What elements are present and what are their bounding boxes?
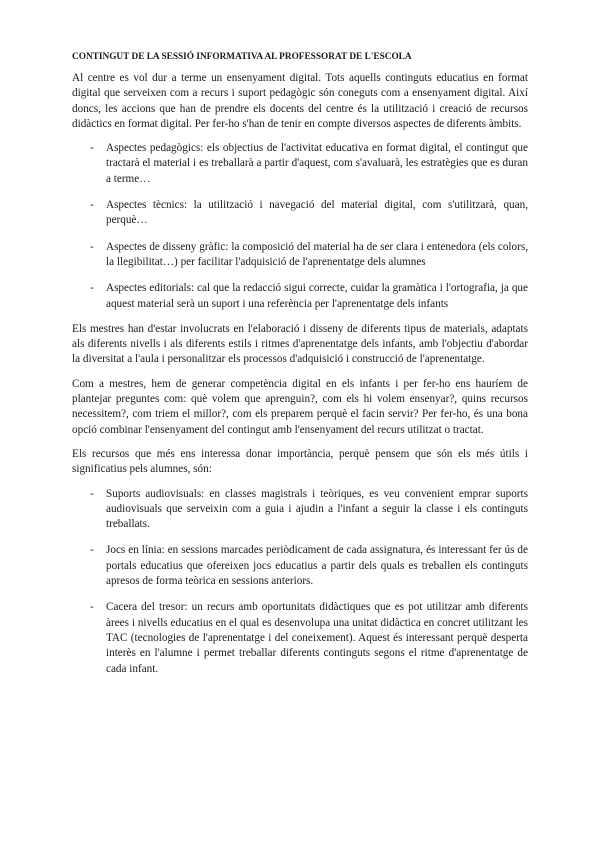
list-dash: - bbox=[90, 282, 94, 295]
intro-paragraph: Al centre es vol dur a terme un ensenyament digital. Tots aquells continguts educatius en format digital que serveixen com a recurs i suport pedagògic són coneguts com a ensenyament digital. Així doncs, les accions que han de prendre els docents del centre és la utilització i creació de recursos didàctics en format digital. Per fer-ho s'han de tenir en compte diversos aspectes de diferents àmbits. bbox=[72, 72, 528, 130]
list-dash: - bbox=[90, 142, 94, 155]
body-paragraph: Els recursos que més ens interessa donar importància, perquè pensem que són els més útils i significatius pels alumnes, són: bbox=[72, 447, 528, 476]
list-item-text: Suports audiovisuals: en classes magistrals i teòriques, es veu convenient emprar suports audiovisuals que serveixin com a guia i ajudin a l'infant a seguir la classe i els continguts treballats. bbox=[106, 487, 528, 531]
list-dash: - bbox=[90, 544, 94, 557]
list-item-text: Cacera del tresor: un recurs amb oportunitats didàctiques que es pot utilitzar amb diferents àrees i nivells educatius en el qual es desenvolupa una unitat didàctica en concret utilitzant les TAC (tecnologies de l'aprenentatge i del coneixement). Aquest és interessant perquè desperta interès en l'alumne i permet treballar diferents continguts segons el ritme d'aprenentatge de cada infant. bbox=[106, 601, 528, 675]
document-page bbox=[72, 52, 528, 687]
document-title: CONTINGUT DE LA SESSIÓ INFORMATIVA AL PROFESSORAT DE L'ESCOLA bbox=[72, 52, 412, 62]
list-dash: - bbox=[90, 240, 94, 253]
aspects-list bbox=[72, 141, 528, 312]
list-item bbox=[72, 487, 528, 533]
list-item-text: Jocs en línia: en sessions marcades periòdicament de cada assignatura, és interessant fer ús de portals educatius que ofereixen jocs educatius a partir dels quals es treballen els continguts apresos de forma teòrica en sessions anteriors. bbox=[106, 544, 528, 588]
list-item-text: Aspectes de disseny gràfic: la composició del material ha de ser clara i entenedora (els colors, la llegibilitat…) per facilitar l'adquisició de l'aprenentatge dels alumnes bbox=[106, 240, 528, 268]
body-paragraph: Com a mestres, hem de generar competència digital en els infants i per fer-ho ens hauríem de plantejar preguntes com: què volem que aprenguin?, com els hi volem ensenyar?, quins recursos necessitem?, com triem el millor?, com els preparem perquè el facin servir? Per fer-ho, és una bona opció combinar l'ensenyament del contingut amb l'ensenyament del recurs utilitzat o tractat. bbox=[72, 377, 528, 436]
list-item bbox=[72, 600, 528, 676]
list-dash: - bbox=[90, 487, 94, 500]
list-item bbox=[72, 281, 528, 312]
list-item bbox=[72, 198, 528, 229]
list-item-text: Aspectes editorials: cal que la redacció sigui correcte, cuidar la gramàtica i l'ortografia, ja que aquest material serà un suport i una referència per l'aprenentatge dels infants bbox=[106, 282, 528, 310]
list-item bbox=[72, 543, 528, 589]
list-item bbox=[72, 240, 528, 271]
list-dash: - bbox=[90, 601, 94, 614]
list-item-text: Aspectes tècnics: la utilització i navegació del material digital, com s'utilitzarà, quan, perquè… bbox=[106, 199, 528, 227]
resources-list bbox=[72, 487, 528, 677]
body-paragraph: Els mestres han d'estar involucrats en l'elaboració i disseny de diferents tipus de materials, adaptats als diferents nivells i als diferents estils i ritmes d'aprenentatge dels infants, amb l'objectiu d'abordar la diversitat a l'aula i personalitzar els processos d'adquisició i construcció de l'aprenentatge. bbox=[72, 322, 528, 366]
list-dash: - bbox=[90, 199, 94, 212]
list-item bbox=[72, 141, 528, 187]
list-item-text: Aspectes pedagògics: els objectius de l'activitat educativa en format digital, el contingut que tractarà el material i es treballarà a partir d'aquest, com s'avaluarà, les estratègies que es duran a terme… bbox=[106, 142, 528, 185]
